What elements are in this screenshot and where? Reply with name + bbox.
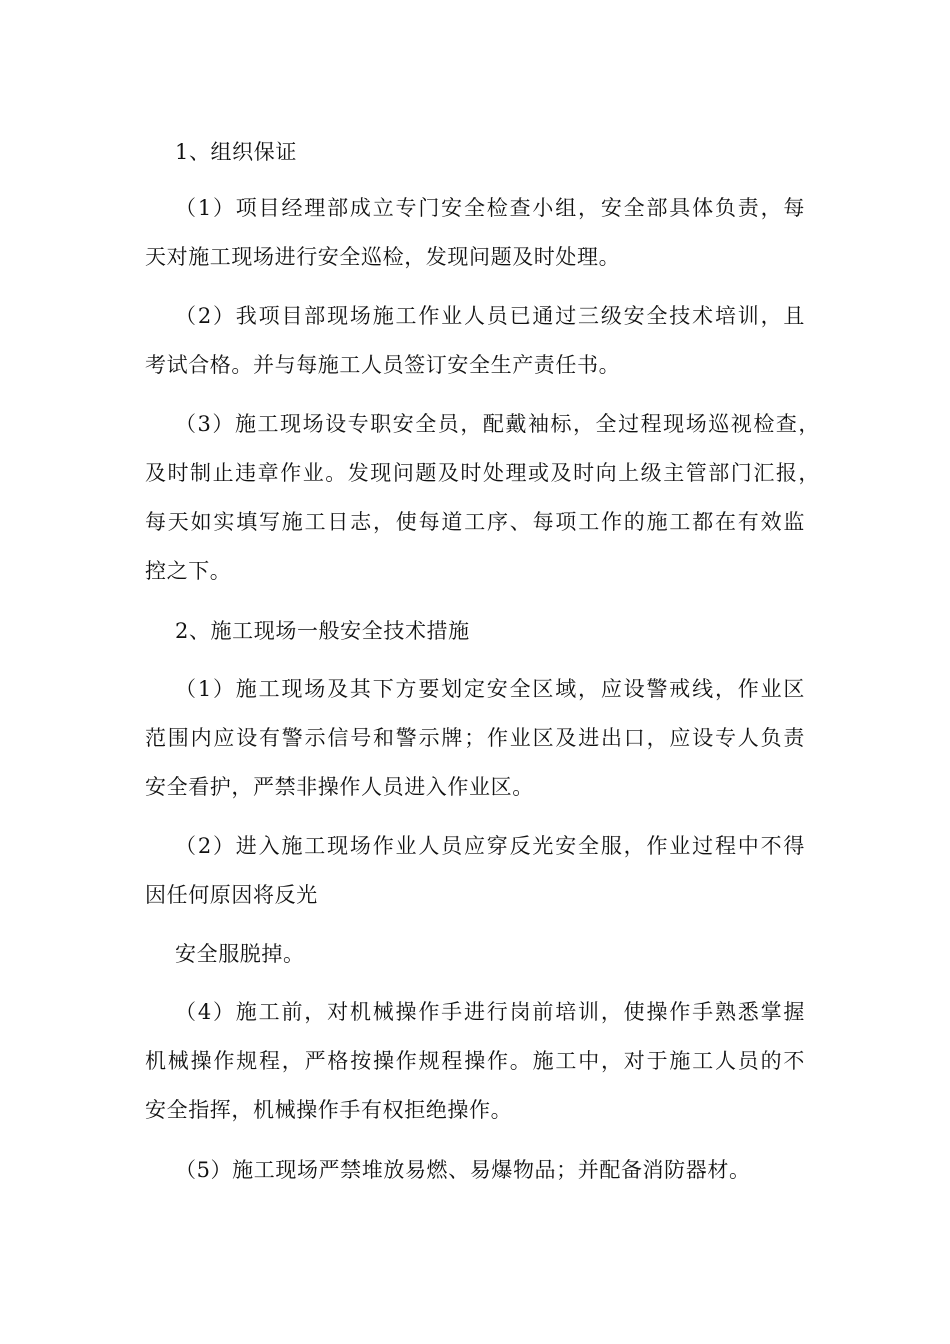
paragraph-line: （1）施工现场及其下方要划定安全区域，应设警戒线，作业区 bbox=[175, 677, 805, 701]
heading-safety-measures: 2、施工现场一般安全技术措施 bbox=[175, 619, 470, 643]
paragraph-line: （2）我项目部现场施工作业人员已通过三级安全技术培训，且 bbox=[175, 304, 805, 328]
paragraph-line: （3）施工现场设专职安全员，配戴袖标，全过程现场巡视检查， bbox=[175, 412, 820, 436]
paragraph-line: 每天如实填写施工日志，使每道工序、每项工作的施工都在有效监 bbox=[145, 510, 805, 534]
paragraph-line: （1）项目经理部成立专门安全检查小组，安全部具体负责，每 bbox=[175, 196, 805, 220]
paragraph-line: 控之下。 bbox=[145, 559, 232, 583]
paragraph-line: 安全指挥，机械操作手有权拒绝操作。 bbox=[145, 1098, 513, 1122]
paragraph-line: 考试合格。并与每施工人员签订安全生产责任书。 bbox=[145, 353, 621, 377]
paragraph-line: 天对施工现场进行安全巡检，发现问题及时处理。 bbox=[145, 245, 621, 269]
paragraph-line: 安全看护，严禁非操作人员进入作业区。 bbox=[145, 775, 534, 799]
paragraph-line: （5）施工现场严禁堆放易燃、易爆物品；并配备消防器材。 bbox=[175, 1158, 751, 1182]
paragraph-line: （4）施工前，对机械操作手进行岗前培训，使操作手熟悉掌握 bbox=[175, 1000, 805, 1024]
paragraph-line: 机械操作规程，严格按操作规程操作。施工中，对于施工人员的不 bbox=[145, 1049, 805, 1073]
paragraph-line: 安全服脱掉。 bbox=[175, 942, 305, 966]
paragraph-line: 及时制止违章作业。发现问题及时处理或及时向上级主管部门汇报， bbox=[145, 461, 820, 485]
paragraph-line: 范围内应设有警示信号和警示牌；作业区及进出口，应设专人负责 bbox=[145, 726, 805, 750]
paragraph-line: （2）进入施工现场作业人员应穿反光安全服，作业过程中不得 bbox=[175, 834, 805, 858]
heading-organization: 1、组织保证 bbox=[175, 140, 297, 164]
paragraph-line: 因任何原因将反光 bbox=[145, 883, 318, 907]
